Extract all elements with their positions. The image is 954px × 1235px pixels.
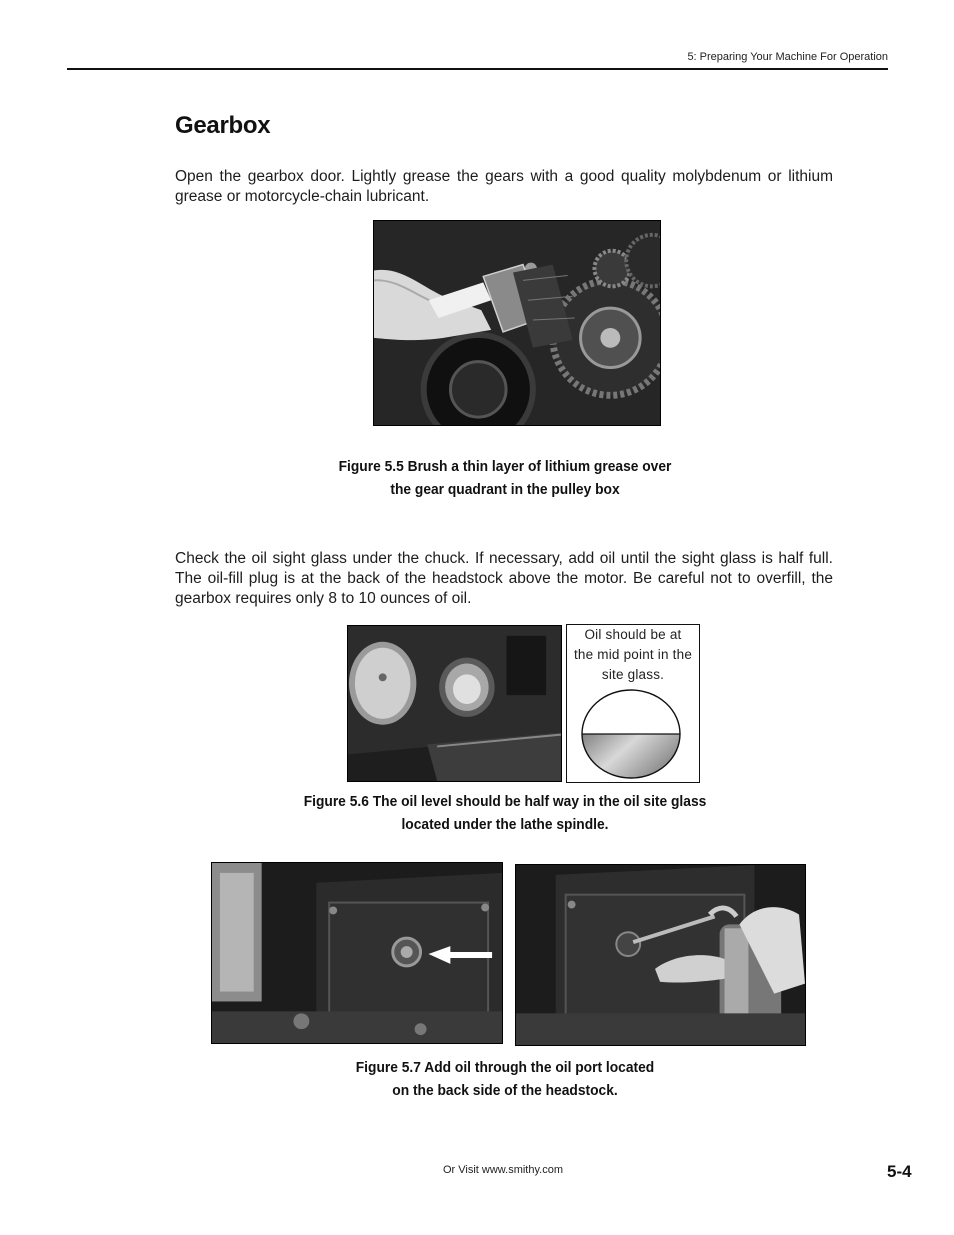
figure-5-5-caption bbox=[66, 455, 944, 501]
caption-line: Figure 5.6 The oil level should be half way in the oil site glass bbox=[303, 793, 707, 810]
note-line: site glass. bbox=[601, 667, 665, 682]
sight-glass-icon bbox=[580, 688, 682, 780]
caption-line: on the back side of the headstock. bbox=[392, 1082, 618, 1099]
figure-5-7-caption bbox=[66, 1056, 944, 1102]
figure-5-5-photo bbox=[373, 220, 661, 426]
caption-line: Figure 5.7 Add oil through the oil port located bbox=[355, 1059, 655, 1076]
sight-glass-diagram bbox=[566, 624, 700, 783]
figure-5-7-photo-oiling bbox=[515, 864, 806, 1046]
caption-line: the gear quadrant in the pulley box bbox=[390, 481, 620, 498]
caption-line: located under the lathe spindle. bbox=[401, 816, 609, 833]
figure-5-6-photo bbox=[347, 625, 562, 782]
footer-text: Or Visit www.smithy.com bbox=[443, 1164, 563, 1176]
oil-paragraph: Check the oil sight glass under the chuck. If necessary, add oil until the sight glass is half full. The oil-fill plug is at the back of the headstock above the motor. Be careful not to overfill, the gearbox requires only 8 to 10 ounces of oil. bbox=[175, 550, 833, 607]
sight-glass-note bbox=[567, 625, 699, 685]
header-rule bbox=[67, 68, 888, 70]
note-line: Oil should be at bbox=[584, 627, 682, 642]
page-title: Gearbox bbox=[175, 112, 271, 139]
figure-5-7-photo-port bbox=[211, 862, 503, 1044]
note-line: the mid point in the bbox=[573, 647, 693, 662]
intro-paragraph: Open the gearbox door. Lightly grease the gears with a good quality molybdenum or lithium grease or motorcycle-chain lubricant. bbox=[175, 168, 833, 205]
figure-5-6-caption bbox=[66, 790, 944, 836]
page-number: 5-4 bbox=[887, 1162, 912, 1181]
running-header: 5: Preparing Your Machine For Operation bbox=[687, 51, 888, 63]
caption-line: Figure 5.5 Brush a thin layer of lithium grease over bbox=[338, 458, 672, 475]
